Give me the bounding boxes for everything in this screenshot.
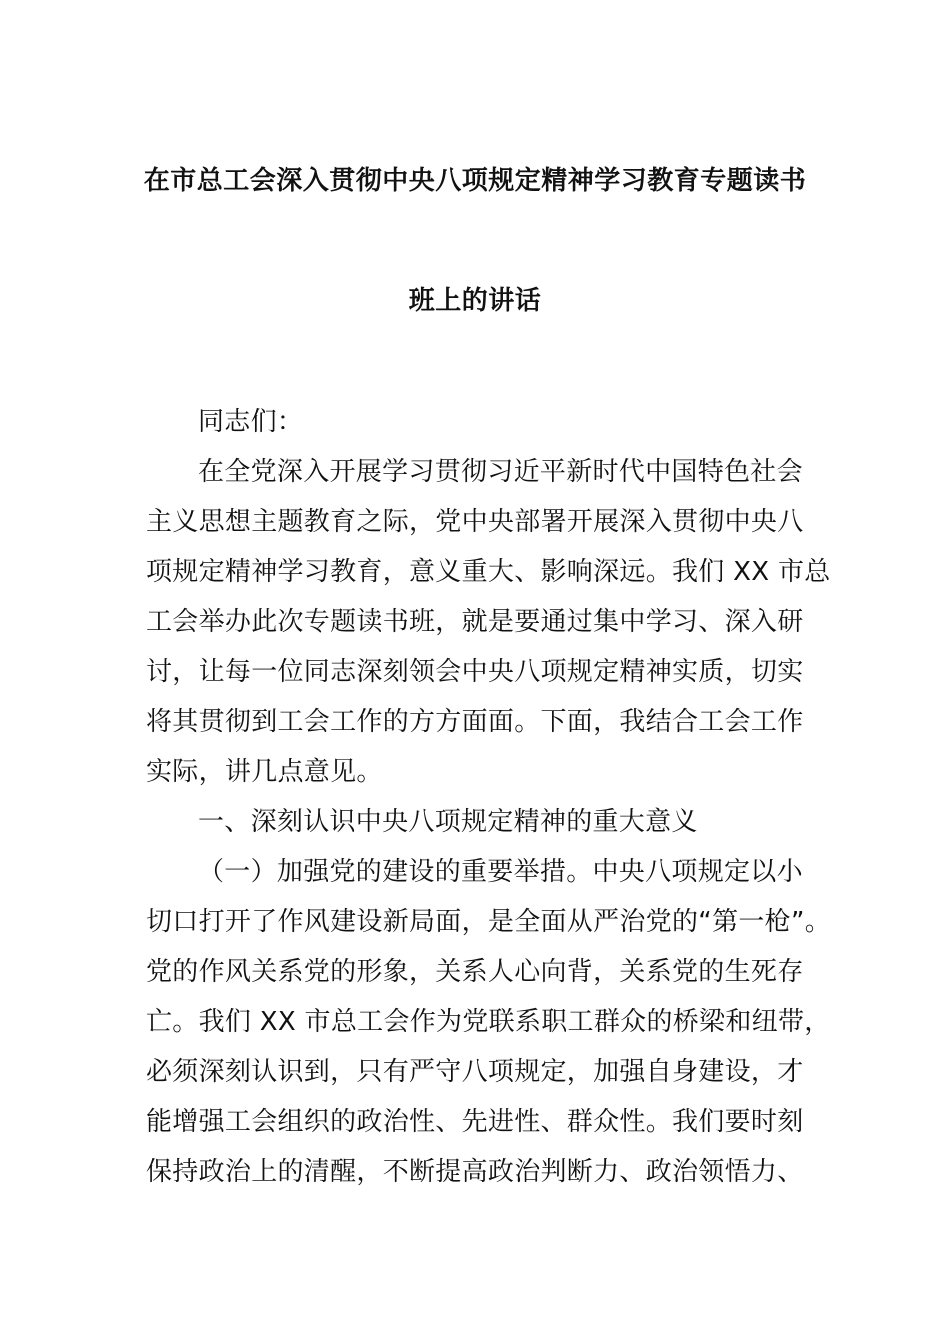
body-line-11: 亡。我们 XX 市总工会作为党联系职工群众的桥梁和纽带， [146,1007,831,1037]
subsection-line-1: （一）加强党的建设的重要举措。中央八项规定以小 [198,857,803,887]
body-line-9: 切口打开了作风建设新局面，是全面从严治党的“第一枪”。 [146,907,832,937]
body-line-12: 必须深刻认识到，只有严守八项规定，加强自身建设，才 [146,1057,804,1087]
body-line-6: 将其贯彻到工会工作的方方面面。下面，我结合工会工作 [146,707,804,737]
body-line-7: 实际，讲几点意见。 [146,757,383,787]
body-line-3: 项规定精神学习教育，意义重大、影响深远。我们 XX 市总 [146,557,831,587]
body-line-13: 能增强工会组织的政治性、先进性、群众性。我们要时刻 [146,1107,804,1137]
greeting: 同志们： [198,407,304,437]
document-title-line-2: 班上的讲话 [408,286,542,316]
section-heading-1: 一、深刻认识中央八项规定精神的重大意义 [198,807,698,837]
body-line-5: 讨，让每一位同志深刻领会中央八项规定精神实质，切实 [146,657,804,687]
body-line-2: 主义思想主题教育之际，党中央部署开展深入贯彻中央八 [146,507,804,537]
body-line-4: 工会举办此次专题读书班，就是要通过集中学习、深入研 [146,607,804,637]
document-title-line-1: 在市总工会深入贯彻中央八项规定精神学习教育专题读书 [143,166,807,196]
body-line-10: 党的作风关系党的形象，关系人心向背，关系党的生死存 [146,957,804,987]
body-line-1: 在全党深入开展学习贯彻习近平新时代中国特色社会 [198,457,803,487]
body-line-14: 保持政治上的清醒，不断提高政治判断力、政治领悟力、 [146,1157,804,1187]
